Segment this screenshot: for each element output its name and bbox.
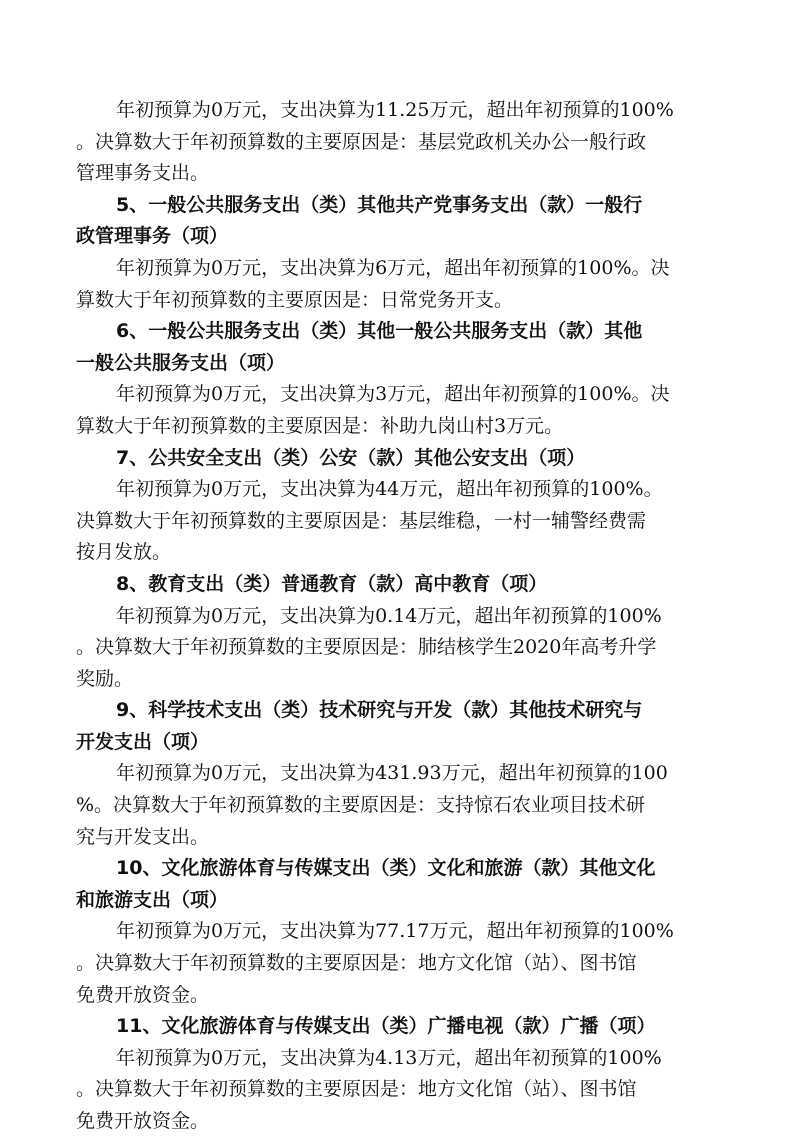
text-line: 免费开放资金。 — [76, 1110, 210, 1132]
section-heading: 10、文化旅游体育与传媒支出（类）文化和旅游（款）其他文化 — [116, 857, 656, 880]
text-line: 。决算数大于年初预算数的主要原因是：肺结核学生2020年高考升学 — [76, 636, 657, 659]
text-line: 年初预算为0万元，支出决算为44万元，超出年初预算的100%。 — [116, 478, 663, 501]
text-line: 。决算数大于年初预算数的主要原因是：地方文化馆（站）、图书馆 — [76, 1078, 637, 1101]
text-line: 年初预算为0万元，支出决算为431.93万元，超出年初预算的100 — [116, 762, 668, 785]
text-line: 年初预算为0万元，支出决算为6万元，超出年初预算的100%。决 — [116, 256, 670, 279]
section-heading: 6、一般公共服务支出（类）其他一般公共服务支出（款）其他 — [116, 320, 643, 343]
text-line: 决算数大于年初预算数的主要原因是：基层维稳，一村一辅警经费需 — [76, 509, 647, 532]
text-line: %。决算数大于年初预算数的主要原因是：支持惊石农业项目技术研 — [76, 794, 646, 817]
text-line: 算数大于年初预算数的主要原因是：补助九岗山村3万元。 — [76, 414, 564, 437]
text-line: 年初预算为0万元，支出决算为4.13万元，超出年初预算的100% — [116, 1046, 662, 1069]
text-line: 年初预算为0万元，支出决算为3万元，超出年初预算的100%。决 — [116, 383, 670, 406]
text-line: 。决算数大于年初预算数的主要原因是：基层党政机关办公一般行政 — [76, 130, 647, 153]
section-heading: 7、公共安全支出（类）公安（款）其他公安支出（项） — [116, 446, 586, 469]
section-heading: 开发支出（项） — [76, 730, 210, 753]
text-line: 免费开放资金。 — [76, 983, 210, 1006]
section-heading: 政管理事务（项） — [76, 225, 229, 248]
text-line: 年初预算为0万元，支出决算为11.25万元，超出年初预算的100% — [116, 99, 674, 121]
text-line: 年初预算为0万元，支出决算为0.14万元，超出年初预算的100% — [116, 604, 662, 627]
text-line: 管理事务支出。 — [76, 162, 210, 185]
document-page — [76, 95, 722, 1138]
section-heading: 5、一般公共服务支出（类）其他共产党事务支出（款）一般行 — [116, 193, 643, 216]
text-line: 奖励。 — [76, 667, 134, 690]
text-line: 年初预算为0万元，支出决算为77.17万元，超出年初预算的100% — [116, 920, 674, 943]
section-heading: 和旅游支出（项） — [76, 888, 229, 911]
section-heading: 8、教育支出（类）普通教育（款）高中教育（项） — [116, 572, 548, 595]
section-heading: 9、科学技术支出（类）技术研究与开发（款）其他技术研究与 — [116, 699, 643, 722]
text-line: 按月发放。 — [76, 541, 172, 564]
text-line: 算数大于年初预算数的主要原因是：日常党务开支。 — [76, 288, 514, 311]
text-line: 究与开发支出。 — [76, 825, 210, 848]
text-line: 。决算数大于年初预算数的主要原因是：地方文化馆（站）、图书馆 — [76, 952, 637, 975]
section-heading: 一般公共服务支出（项） — [76, 351, 286, 374]
section-heading: 11、文化旅游体育与传媒支出（类）广播电视（款）广播（项） — [116, 1015, 656, 1038]
